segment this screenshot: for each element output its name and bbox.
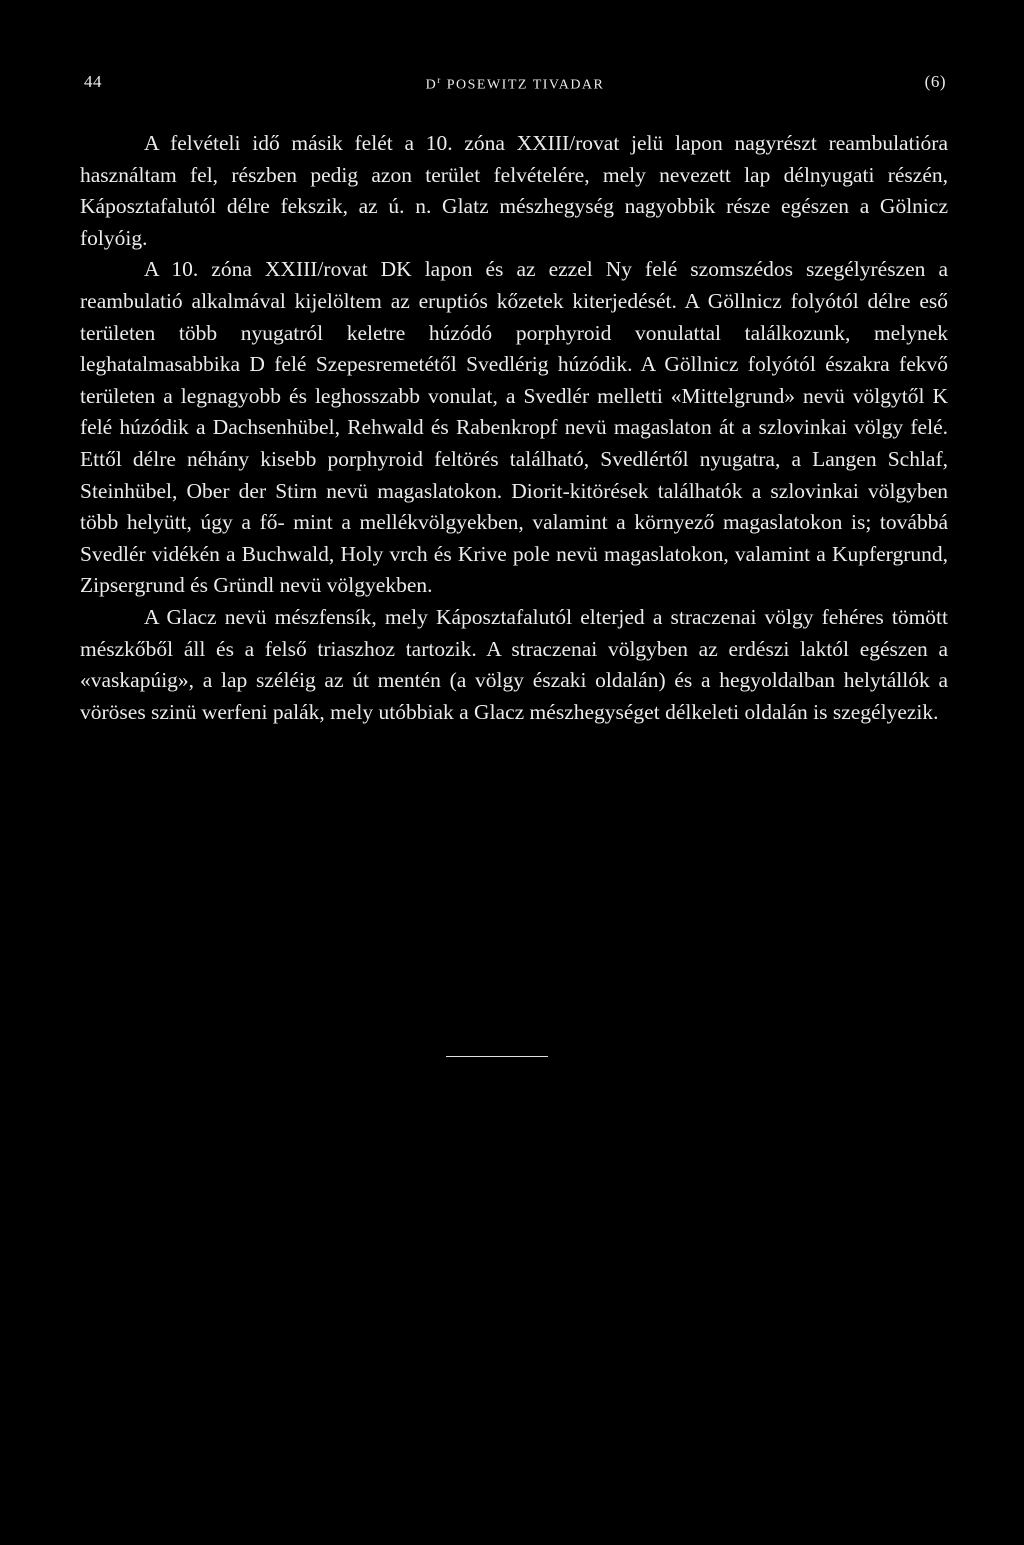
author-name: POSEWITZ TIVADAR [446,77,605,93]
part-number: (6) [924,72,946,91]
paragraph-1: A felvételi idő másik felét a 10. zóna XXIII/rovat jelü lapon nagyrészt reambulatióra használtam fel, részben pedig azon terület felvételére, mely nevezett lap délnyugati részén, Káposztafalutól délre fekszik, az ú. n. Glatz mészhegység nagyobbik része egészen a Gölnicz folyóig. [80,131,948,250]
paragraph-3: A Glacz nevü mészfensík, mely Káposztafalutól elterjed a straczenai völgy fehéres tömött mészkőből áll és a felső triaszhoz tartozik. A straczenai völgyben az erdészi laktól egészen a «vaskapúig», a lap széléig az út mentén (a völgy északi oldalán) és a hegyoldalban helytállók a vöröses szinü werfeni palák, mely utóbbiak a Glacz mészhegységet délkeleti oldalán is szegélyezik. [80,604,948,724]
author-prefix: D [425,77,438,93]
body-text [80,128,948,728]
author-prefix-superscript: r [437,75,442,85]
paragraph-2: A 10. zóna XXIII/rovat DK lapon és az ezzel Ny felé szomszédos szegélyrészen a reambulatió alkalmával kijelöltem az eruptiós kőzetek kiterjedését. A Göllnicz folyótól délre eső területen több nyugatról keletre húzódó porphyroid vonulattal találkozunk, melynek leghatalmasabbika D felé Szepesremetétől Svedlérig húzódik. A Göllnicz folyótól északra fekvő területen a legnagyobb és leghosszabb vonulat, a Svedlér melletti «Mittelgrund» nevü völgytől K felé húzódik a Dachsenhübel, Rehwald és Rabenkropf nevü magaslaton át a szlovinkai völgy felé. Ettől délre néhány kisebb porphyroid feltörés található, Svedlértől nyugatra, a Langen Schlaf, Steinhübel, Ober der Stirn nevü magaslatokon. Diorit-kitörések találhatók a szlovinkai völgyben több helyütt, úgy a fő- mint a mellékvölgyekben, valamint a környező magaslatokon is; továbbá Svedlér vidékén a Buchwald, Holy vrch és Krive pole nevü magaslatokon, valamint a Kupfergrund, Zipsergrund és Gründl nevü völgyekben. [80,257,948,598]
page-number: 44 [84,72,102,91]
section-end-rule [446,1056,548,1057]
running-head-author [84,75,946,94]
running-header [84,72,946,102]
